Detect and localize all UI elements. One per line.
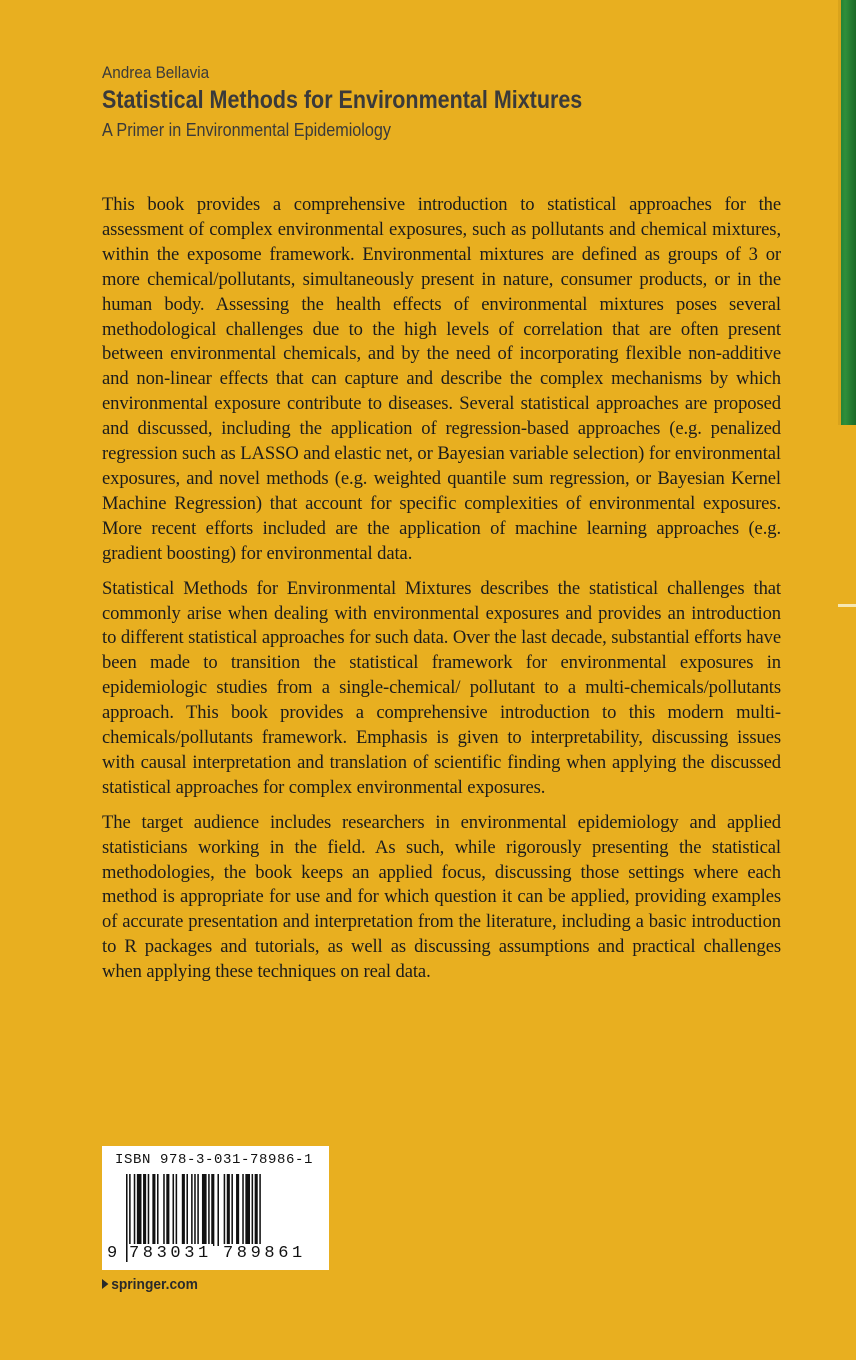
isbn-label: ISBN 978-3-031-78986-1 <box>115 1152 314 1168</box>
barcode-bar <box>208 1174 210 1246</box>
barcode-bar <box>217 1174 219 1246</box>
barcode-digits-left: 783031 <box>129 1244 212 1263</box>
isbn-barcode-box <box>102 1146 329 1270</box>
barcode-bar <box>186 1174 188 1246</box>
blurb-paragraph-1: This book provides a comprehensive introduction to statistical approaches for the assessment of complex environmental exposures, such as pollutants and chemical mixtures, within the exposome framework. Environmental mixtures are defined as groups of 3 or more chemical/pollutants, simultaneously present in nature, consumer products, or in the human body. Assessing the health effects of environmental mixtures poses several methodological challenges due to the high levels of correlation that are often present between environmental chemicals, and by the need of incorporating flexible non-additive and non-linear effects that can capture and describe the complex mechanisms by which environmental exposure contribute to diseases. Several statistical approaches are proposed and discussed, including the application of regression-based approaches (e.g. penalized regression such as LASSO and elastic net, or Bayesian variable selection) for environmental exposures, and novel methods (e.g. weighted quantile sum regression, or Bayesian Kernel Machine Regression) that account for specific complexities of environmental exposures. More recent efforts included are the application of machine learning approaches (e.g. gradient boosting) for environmental data. <box>102 194 781 564</box>
barcode-bar <box>227 1174 230 1246</box>
barcode-bar <box>245 1174 250 1246</box>
barcode-bar <box>197 1174 199 1246</box>
barcode-bar <box>143 1174 146 1246</box>
barcode-bar <box>252 1174 254 1246</box>
spine-edge-green <box>838 0 856 425</box>
book-title: Statistical Methods for Environmental Mixtures <box>102 86 583 114</box>
barcode-bar <box>166 1174 169 1246</box>
barcode-bar <box>176 1174 178 1246</box>
barcode-bar <box>182 1174 185 1246</box>
barcode-bar <box>255 1174 258 1246</box>
blurb-body <box>102 193 781 995</box>
barcode-bar <box>148 1174 150 1246</box>
cover-header <box>102 62 802 142</box>
barcode-bar <box>236 1174 239 1246</box>
spine-edge-mark <box>838 604 856 607</box>
barcode-bar <box>211 1174 214 1246</box>
barcode-bar <box>224 1174 226 1246</box>
publisher-link[interactable] <box>102 1276 198 1293</box>
publisher-url: springer.com <box>111 1276 198 1293</box>
blurb-paragraph-3: The target audience includes researchers in environmental epidemiology and applied statisticians working in the field. As such, while rigorously presenting the statistical methodologies, the book keeps an applied focus, discussing those settings where each method is appropriate for use and for which question it can be applied, providing examples of accurate presentation and interpretation from the literature, including a basic introduction to R packages and tutorials, as well as discussing assumptions and practical challenges when applying these techniques on real data. <box>102 811 781 983</box>
barcode-bar <box>202 1174 207 1246</box>
blurb-paragraph-2: Statistical Methods for Environmental Mixtures describes the statistical challenges that commonly arise when dealing with environmental exposures and provides an introduction to different statistical approaches for such data. Over the last decade, substantial efforts have been made to transition the statistical framework for environmental exposures in epidemiologic studies from a single-chemical/ pollutant to a multi-chemicals/pollutants approach. This book provides a comprehensive introduction to this modern multi-chemicals/pollutants framework. Emphasis is given to interpretability, discussing issues with causal interpretation and translation of scientific finding when applying the discussed statistical approaches for complex environmental exposures. <box>102 577 781 798</box>
arrow-right-icon <box>102 1279 108 1289</box>
barcode-bar <box>173 1174 175 1246</box>
book-subtitle: A Primer in Environmental Epidemiology <box>102 120 392 140</box>
author-name: Andrea Bellavia <box>102 63 210 82</box>
barcode-bar <box>134 1174 136 1246</box>
barcode-digit-lead: 9 <box>107 1244 118 1263</box>
barcode-digits-right: 789861 <box>223 1244 306 1263</box>
barcode-bar <box>242 1174 244 1246</box>
barcode-bar <box>157 1174 159 1246</box>
barcode-bar <box>231 1174 233 1246</box>
barcode-bar <box>163 1174 165 1246</box>
barcode-bar <box>137 1174 142 1246</box>
barcode-bar <box>152 1174 155 1246</box>
